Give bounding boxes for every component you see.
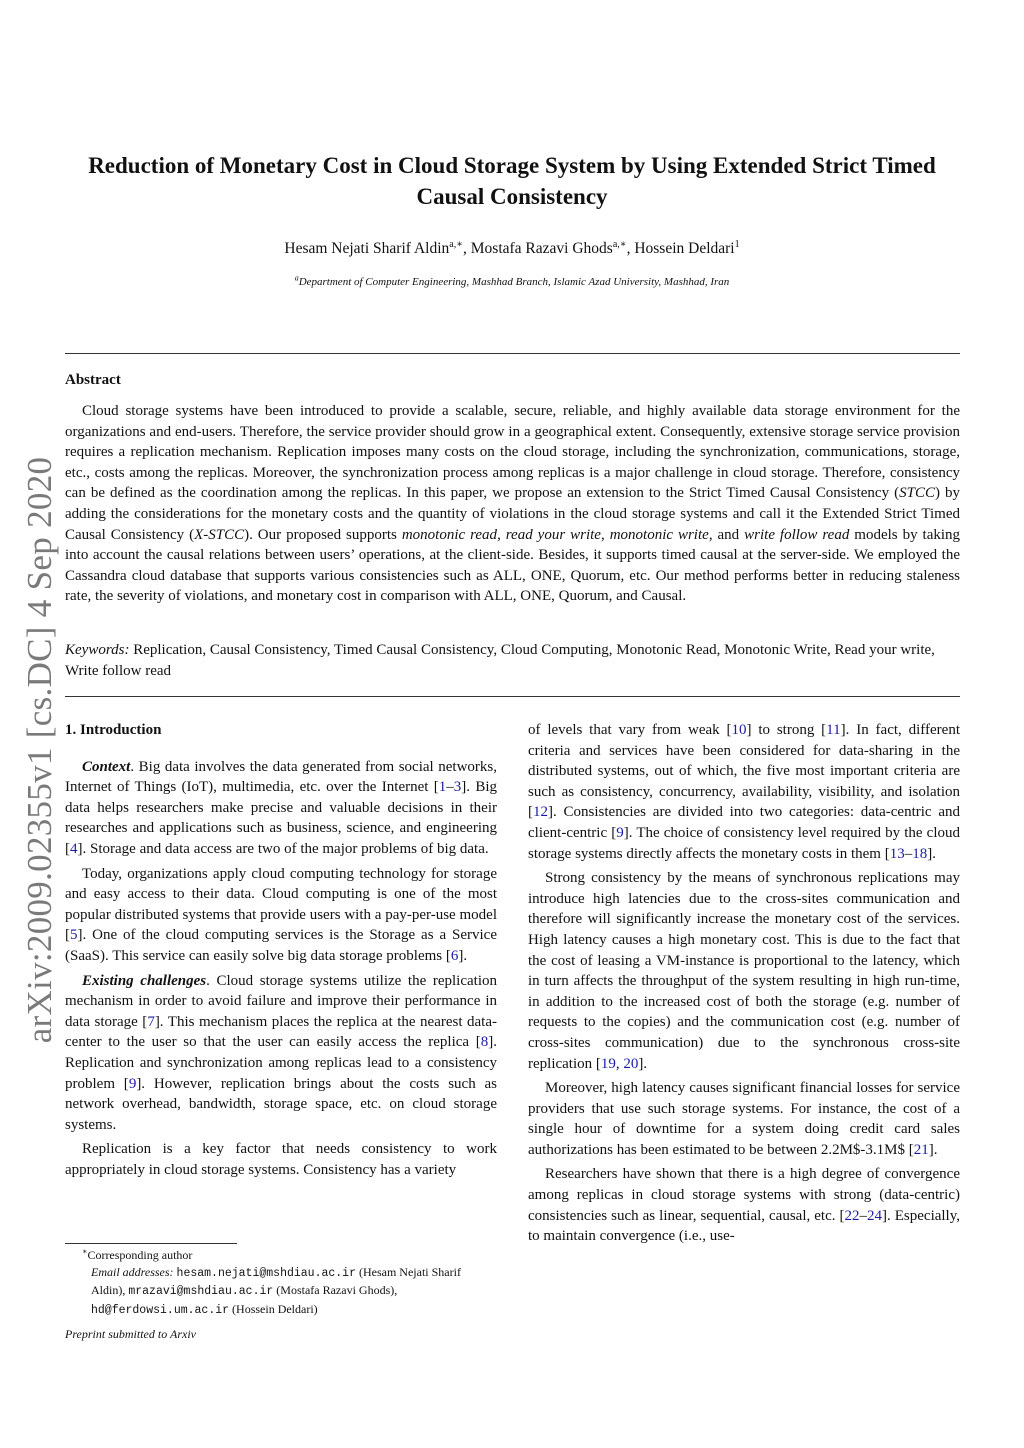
abstract-term: read your write <box>505 526 601 543</box>
abstract-heading: Abstract <box>65 372 121 388</box>
citation-link[interactable]: 12 <box>533 804 548 821</box>
footnotes <box>65 1247 497 1319</box>
paragraph-text: Researchers have shown that there is a high degree of convergence among replicas in cloud storage systems with strong (data-centric) consistencies such as linear, sequential, causal, etc. [ <box>528 1166 960 1224</box>
keywords-text: Replication, Causal Consistency, Timed Causal Consistency, Cloud Computing, Monotonic Read, Monotonic Write, Read your write, Write follow read <box>65 642 935 679</box>
paragraph <box>65 864 497 967</box>
abstract-term: monotonic read <box>401 526 498 543</box>
citation-link[interactable]: 5 <box>70 927 78 944</box>
abstract-body <box>65 401 960 607</box>
paragraph-text: ]. <box>458 947 468 964</box>
abstract-text: Cloud storage systems have been introduced to provide a scalable, secure, reliable, and highly available data storage environment for the organizations and end-users. Therefore, the service provider should grow in a geographical extent. Consequently, extensive storage service provision requires a replication mechanism. Replication imposes many costs on the cloud storage, including the synchronization, communications, storage, etc., costs among the replicas. Moreover, the synchronization process among replicas is a major challenge in cloud storage. Therefore, consistency can be defined as the coordination among the replicas. In this paper, we propose an extension to the Strict Timed Causal Consistency ( <box>65 403 960 502</box>
paragraph-text: , <box>615 1055 624 1072</box>
citation-link[interactable]: 8 <box>480 1034 489 1051</box>
paragraph-text: ]. However, replication brings about the costs such as network overhead, bandwidth, storage space, etc. on cloud storage systems. <box>65 1075 498 1133</box>
paragraph-text: . Big data involves the data generated from social networks, Internet of Things (IoT), multimedia, etc. over the Internet [ <box>65 758 497 796</box>
paragraph-text: ]. Consistencies are divided into two categories: data-centric and client-centric [ <box>528 804 960 841</box>
email-addresses-note <box>65 1264 497 1320</box>
abstract-text: , <box>600 526 610 543</box>
footnote-text: (Hossein Deldari) <box>232 1301 318 1316</box>
paragraph-text: ]. <box>638 1055 648 1072</box>
paragraph-text: – <box>859 1207 867 1224</box>
paragraph-text: – <box>446 779 454 796</box>
paragraph-text: ]. The choice of consistency level required by the cloud storage systems directly affects the monetary costs in them [ <box>528 824 960 862</box>
paragraph-text: ]. This mechanism places the replica at the nearest data-center to the user so that the user can easily access the replica [ <box>65 1013 498 1051</box>
citation-link[interactable]: 11 <box>826 722 841 738</box>
paragraph-text: Moreover, high latency causes significant financial losses for service providers that use such storage systems. For instance, the cost of a single hour of downtime for a system doing credit card sales authorizations has been estimated to be between 2.2M$-3.1M$ [ <box>528 1080 960 1158</box>
corresponding-author-note <box>65 1247 497 1264</box>
citation-link[interactable]: 3 <box>453 779 462 796</box>
paragraph <box>65 757 497 860</box>
abstract-term: monotonic write <box>609 526 709 543</box>
keywords <box>65 640 960 681</box>
keywords-label: Keywords: <box>65 642 130 658</box>
run-in-heading: Existing challenges <box>82 972 207 989</box>
paragraph <box>528 720 960 864</box>
citation-link[interactable]: 19 <box>600 1055 616 1072</box>
citation-link[interactable]: 6 <box>450 947 459 964</box>
section-heading: 1. Introduction <box>65 722 162 738</box>
paragraph-text: . Cloud storage systems utilize the replication mechanism in order to avoid failure and improve their performance in data storage [ <box>65 972 497 1030</box>
author-name: Hesam Nejati Sharif Aldin <box>284 240 450 257</box>
paragraph-text: ]. Especially, to maintain convergence (i.e., use- <box>528 1207 961 1245</box>
citation-link[interactable]: 4 <box>70 840 78 857</box>
email-label: Email addresses: <box>91 1264 174 1279</box>
paragraph-text: ]. <box>927 845 936 862</box>
abstract-term: X-STCC <box>194 526 245 543</box>
footnote-rule <box>65 1243 237 1244</box>
paragraph-text: ]. Big data helps researchers make precise and valuable decisions in their researches and applications such as business, science, and engineering [ <box>65 779 497 857</box>
citation-link[interactable]: 22 <box>844 1207 860 1224</box>
citation-link[interactable]: 9 <box>128 1075 137 1092</box>
paragraph-text: ]. Replication and synchronization among replicas lead to a consistency problem [ <box>65 1034 497 1092</box>
abstract-term: write follow read <box>744 526 850 543</box>
citation-link[interactable]: 7 <box>147 1013 155 1030</box>
email-link[interactable]: mrazavi@mshdiau.ac.ir <box>128 1285 274 1298</box>
author-affiliation-marker: 1 <box>734 238 740 250</box>
left-column <box>65 720 497 1184</box>
paragraph <box>528 868 960 1074</box>
citation-link[interactable]: 20 <box>623 1055 639 1072</box>
paragraph-text: – <box>904 845 913 862</box>
footnote-marker: ∗ <box>82 1247 88 1256</box>
paragraph <box>528 1078 960 1160</box>
author-list: Hesam Nejati Sharif Aldin$^{a,∗}$, Mostafa Razavi Ghods$^{a,∗}$, Hossein Deldari$^1$ <box>284 238 740 257</box>
email-link[interactable]: hd@ferdowsi.um.ac.ir <box>91 1303 230 1317</box>
paragraph-text: ]. In fact, different criteria and services have been considered for data-sharing in the distributed systems, out of which, the five most important criteria are such as consistency, concurrency, availability, visibility, and isolation [ <box>528 722 960 821</box>
paragraph-text: ]. <box>928 1141 938 1158</box>
paragraph-text: Strong consistency by the means of synchronous replications may introduce high latencies due to the cross-sites communication and therefore will significantly increase the monetary cost of the services. High latency causes a high monetary cost. This is due to the fact that the cost of leasing a VM-instance is proportional to the latency, which in turn affects the throughput of the system resulting in high run-time, in addition to the increased cost of both the storage (e.g. number of requests to the copies) and the communication cost (e.g. number of cross-sites communication) due to the synchronous cross-site replication [ <box>528 870 960 1072</box>
footnote-text: (Mostafa Razavi Ghods), <box>276 1283 398 1297</box>
footnote-text: Corresponding author <box>87 1248 193 1262</box>
abstract-text: models by taking into account the causal relations between users’ operations, at the client-side. Besides, it supports timed causal at the server-side. We employed the Cassandra cloud database that supports various consistencies such as ALL, ONE, Quorum, etc. Our method performs better in reducing staleness rate, the severity of violations, and monetary cost in comparison with ALL, ONE, Quorum, and Causal. <box>65 526 961 605</box>
author-affiliation-marker: a,∗ <box>612 238 627 250</box>
affiliation-marker: a <box>294 273 299 283</box>
citation-link[interactable]: 21 <box>913 1141 929 1158</box>
affiliation-text: Department of Computer Engineering, Mashhad Branch, Islamic Azad University, Mashhad, Iran <box>298 276 730 288</box>
preprint-footer: Preprint submitted to Arxiv <box>65 1327 196 1341</box>
citation-link[interactable]: 10 <box>731 722 747 738</box>
abstract-bottom-rule <box>65 696 960 697</box>
abstract-text: , and <box>708 526 745 543</box>
affiliation <box>70 273 954 288</box>
citation-link[interactable]: 13 <box>889 845 905 862</box>
citation-link[interactable]: 24 <box>867 1207 882 1224</box>
paper-title: Reduction of Monetary Cost in Cloud Storage System by Using Extended Strict Timed Causal Consistency <box>88 153 936 209</box>
abstract-text: ). Our proposed supports <box>244 526 402 543</box>
paragraph-text: of levels that vary from weak [ <box>528 722 732 738</box>
right-column <box>528 720 960 1251</box>
author-name: Hossein Deldari <box>634 240 735 257</box>
citation-link[interactable]: 1 <box>438 779 447 796</box>
abstract-text: , <box>497 526 506 543</box>
paragraph-text: ]. Storage and data access are two of the major problems of big data. <box>77 840 489 857</box>
footnote-text: (Hesam Nejati Sharif Aldin), <box>91 1264 461 1297</box>
paragraph-text: ]. One of the cloud computing services is the Storage as a Service (SaaS). This service can easily solve big data storage problems [ <box>65 927 497 964</box>
abstract-term: STCC <box>899 485 935 502</box>
paragraph: Replication is a key factor that needs consistency to work appropriately in cloud storage systems. Consistency has a variety <box>65 1141 497 1178</box>
abstract-top-rule <box>65 353 960 354</box>
paragraph-text: ] to strong [ <box>746 722 827 738</box>
run-in-heading: Context <box>82 758 131 775</box>
email-link[interactable]: hesam.nejati@mshdiau.ac.ir <box>176 1266 356 1280</box>
paragraph <box>65 971 497 1136</box>
abstract-text: ) by adding the considerations for the monetary costs and the quantity of violations in the cloud storage systems and call it the Extended Strict Timed Causal Consistency ( <box>65 485 960 543</box>
author-affiliation-marker: a,∗ <box>449 238 463 250</box>
citation-link[interactable]: 18 <box>912 845 928 862</box>
citation-link[interactable]: 9 <box>616 824 624 841</box>
paragraph-text: Today, organizations apply cloud computing technology for storage and easy access to their data. Cloud computing is one of the most popular distributed systems that provide users with a pay-per-use model [ <box>65 865 497 944</box>
author-name: Mostafa Razavi Ghods <box>470 240 613 257</box>
paragraph <box>528 1164 960 1246</box>
arxiv-sidebar-stamp <box>18 455 62 1045</box>
arxiv-identifier: arXiv:2009.02355v1 [cs.DC] 4 Sep 2020 <box>20 456 59 1044</box>
